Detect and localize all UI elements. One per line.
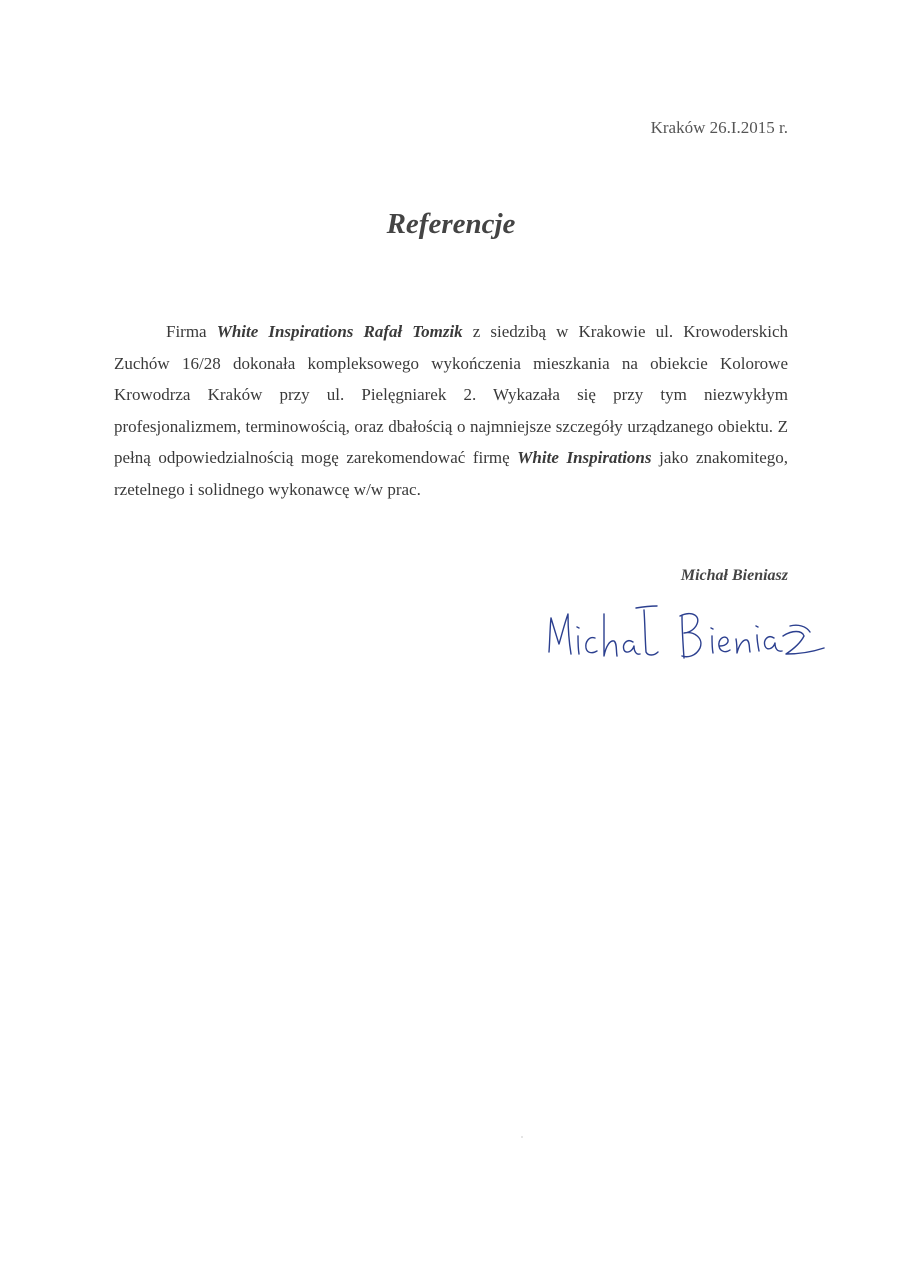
scan-speck bbox=[521, 1136, 523, 1138]
signatory-name: Michał Bieniasz bbox=[680, 567, 788, 584]
company-name-short: White Inspirations bbox=[517, 448, 652, 467]
body-text-closing: jako znakomitego, rzetelnego i solidnego wykonawcę w/w prac. bbox=[114, 448, 789, 499]
company-name: White Inspirations Rafał Tomzik bbox=[216, 322, 463, 341]
letter-title: Referencje bbox=[386, 208, 516, 240]
handwritten-signature bbox=[540, 596, 840, 670]
letter-date: Kraków 26.I.2015 r. bbox=[650, 118, 788, 137]
letter-body bbox=[114, 316, 788, 505]
body-text-intro: Firma bbox=[166, 322, 217, 341]
body-paragraph bbox=[114, 316, 788, 505]
body-text-main: z siedzibą w Krakowie ul. Krowoderskich Zuchów 16/28 dokonała kompleksowego wykończenia mieszkania na obiekcie Kolorowe Krowodrza Kraków przy ul. Pielęgniarek 2. Wykazała się przy tym niezwykłym profesjonalizmem, terminowością, oraz dbałością o najmniejsze szczegóły urządzanego obiektu. Z pełną odpowiedzialnością mogę zarekomendować firmę bbox=[114, 322, 789, 467]
